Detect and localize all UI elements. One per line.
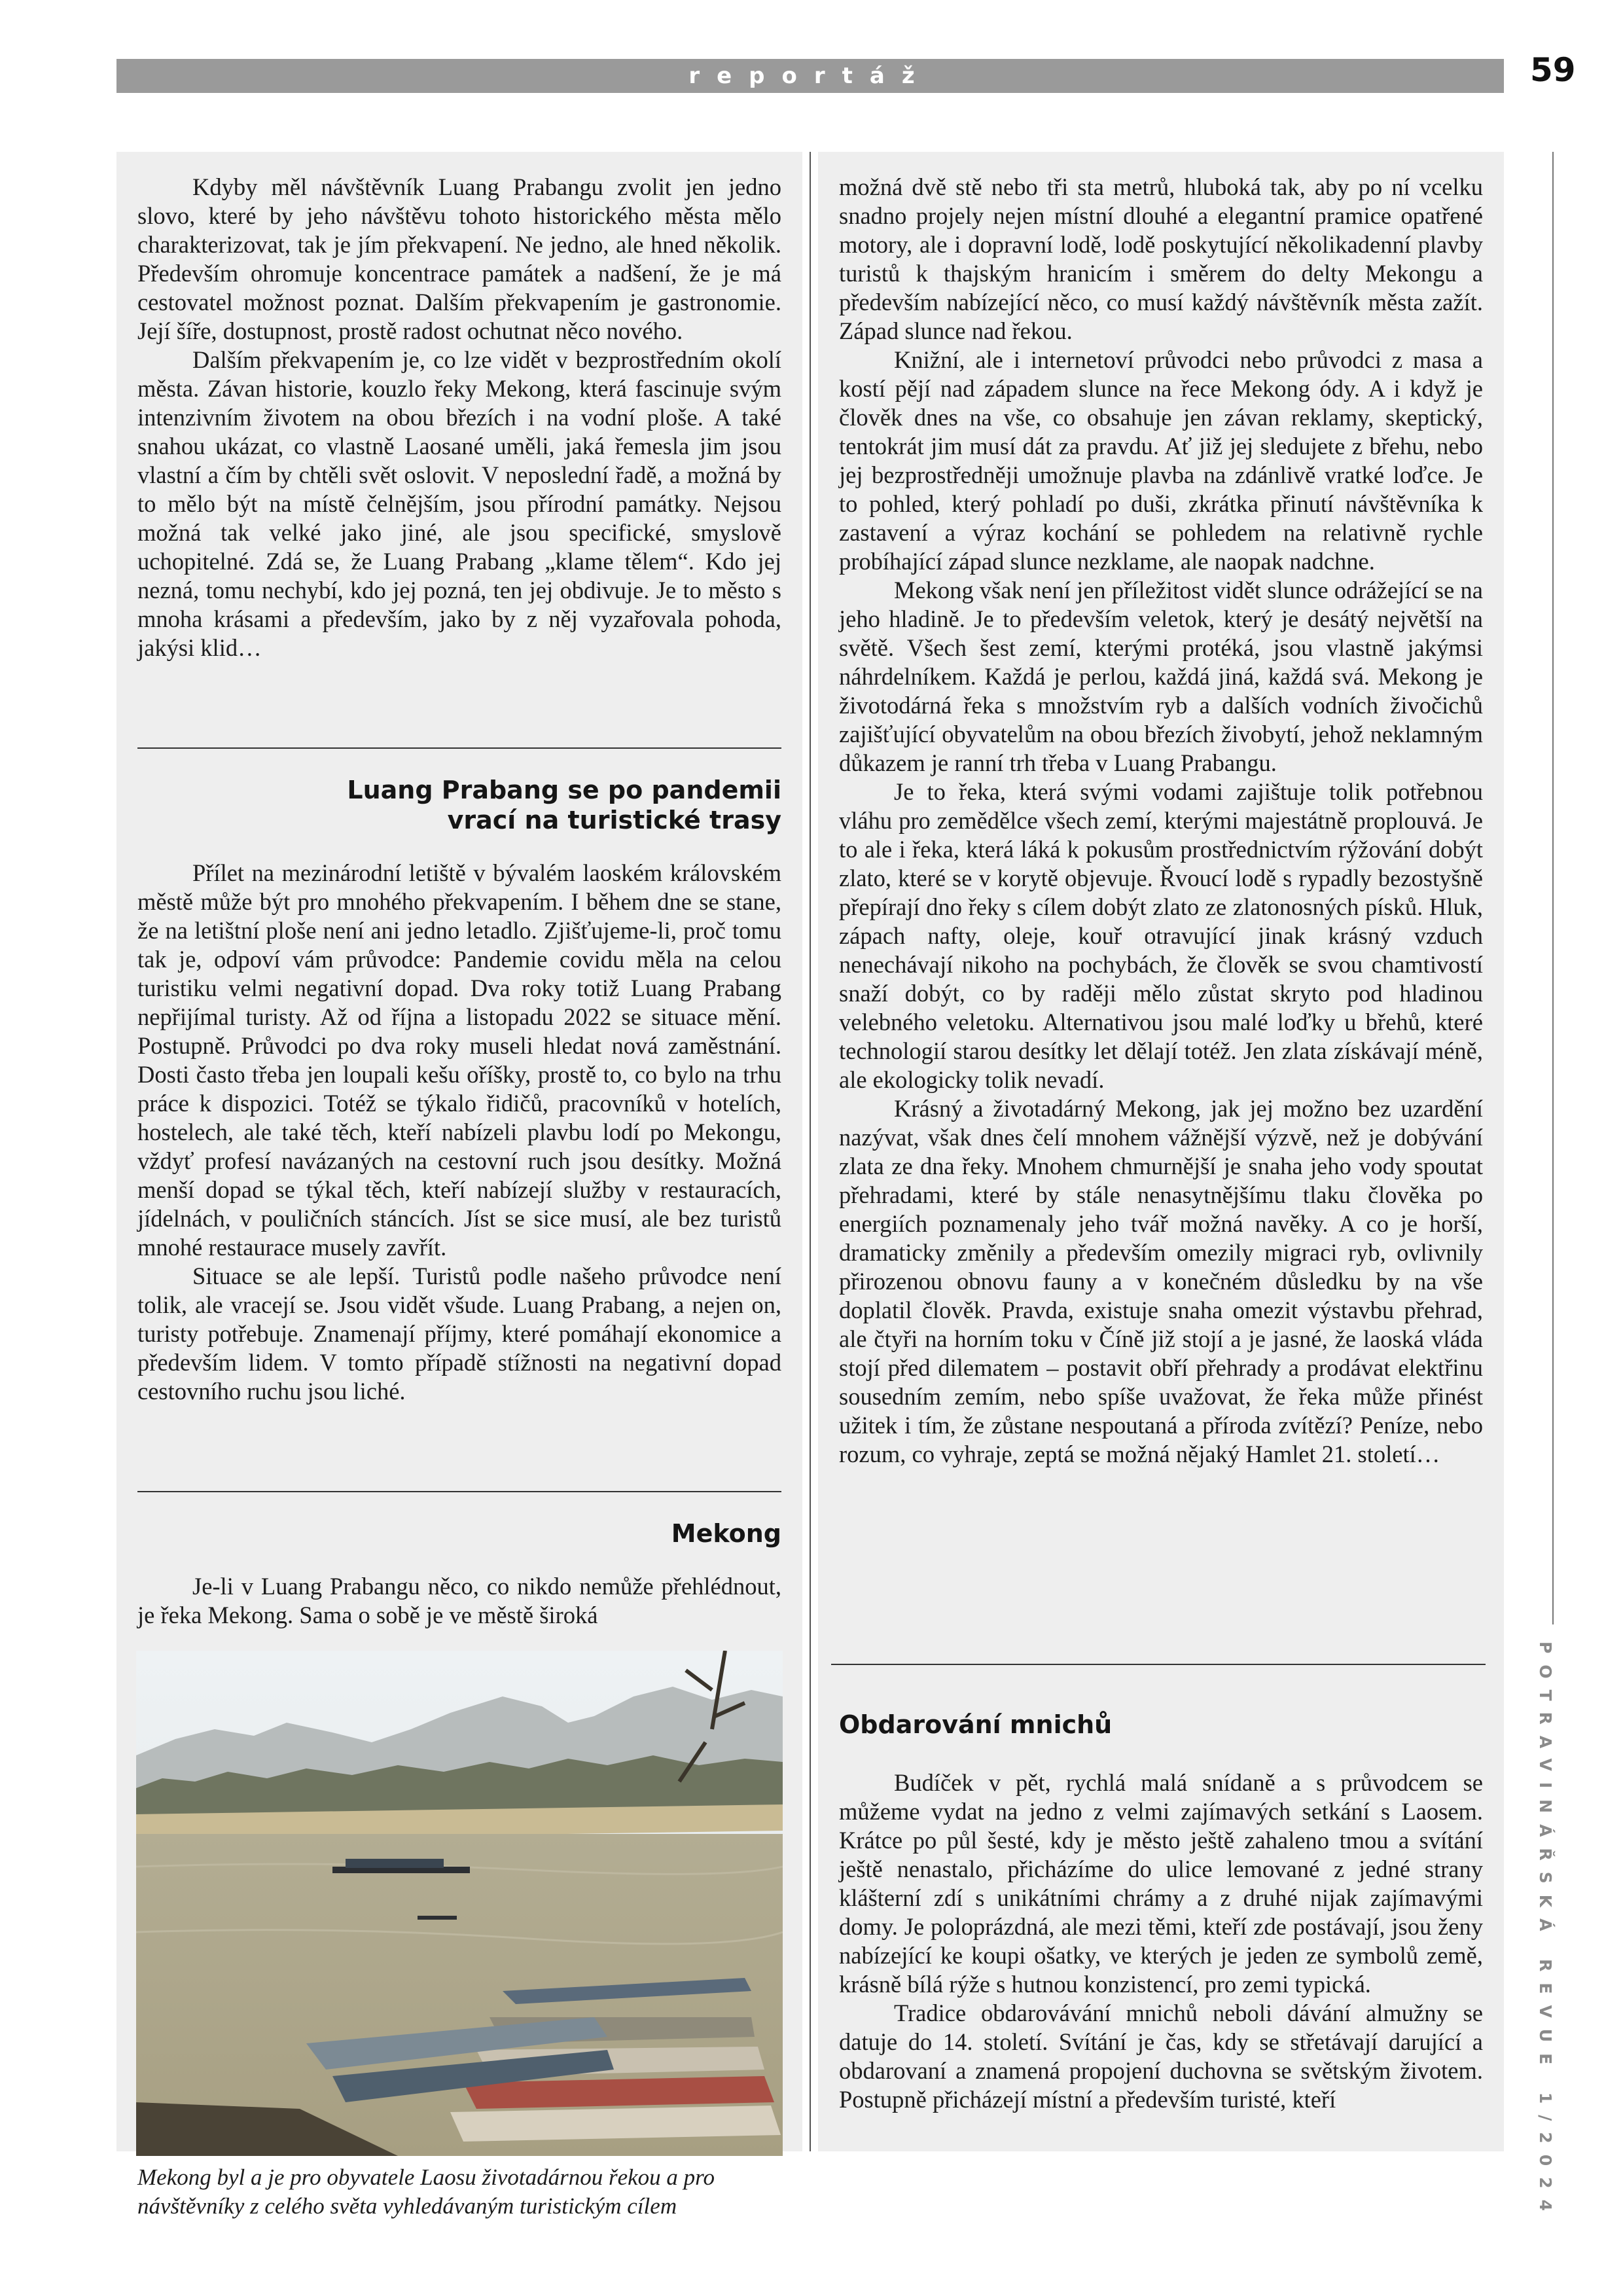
section-heading-mekong: Mekong [671, 1519, 781, 1548]
column-divider [810, 152, 811, 2151]
section-header-bar [116, 59, 1504, 93]
mekong-continued-text [839, 173, 1483, 1469]
heading-line: Luang Prabang se po pandemii [347, 776, 781, 804]
monks-text [839, 1768, 1483, 2114]
section-title: reportáž [688, 63, 932, 89]
left-column [116, 152, 802, 2219]
paragraph: Je-li v Luang Prabangu něco, co nikdo nemůže přehlédnout, je řeka Mekong. Sama o sobě je ve městě široká [137, 1573, 781, 1628]
page-number: 59 [1530, 51, 1576, 89]
right-column [818, 152, 1504, 2151]
paragraph: Situace se ale lepší. Turistů podle našeho průvodce není tolik, ale vracejí se. Jsou vidět všude. Luang Prabang, a nejen on, turisty potřebuje. Znamenají příjmy, které pomáhají ekonomice a především lidem. V tomto případě stížnosti na negativní dopad cestovního ruchu jsou liché. [137, 1263, 781, 1405]
section-heading-monks: Obdarování mnichů [839, 1710, 1113, 1739]
section-divider [137, 747, 781, 749]
photo-caption: Mekong byl a je pro obyvatele Laosu životadárnou řekou a pro návštěvníky z celého světa vyhledávaným turistickým cílem [137, 2164, 715, 2219]
section-divider [831, 1664, 1486, 1665]
paragraph: Přílet na mezinárodní letiště v bývalém laoském královském městě může být pro mnohého překvapením. I během dne se stane, že na letištní ploše není ani jedno letadlo. Zjišťujeme-li, proč tomu tak je, odpoví vám průvodce: Pandemie covidu měla na celou turistiku velmi negativní dopad. Dva roky totiž Luang Prabang nepřijímal turisty. Až od října a listopadu 2022 se situace mění. Postupně. Průvodci po dva roky museli hledat nová zaměstnání. Dosti často třeba jen loupali kešu oříšky, prostě to, co bylo na trhu práce k dispozici. Totéž se týkalo řidičů, pracovníků v hotelích, hostelech, ale také těch, kteří nabízeli plavbu lodí po Mekongu, vždyť profesí navázaných na cestovní ruch jsou desítky. Možná menší dopad se týkal těch, kteří nabízejí služby v restauracích, jídelnách, v pouličních stáncích. Jíst se sice musí, ale bez turistů mnohé restaurace musely zavřít. [137, 859, 781, 1261]
paragraph: Kdyby měl návštěvník Luang Prabangu zvolit jen jedno slovo, které by jeho návštěvu tohoto historického města mělo charakterizovat, tak je jím překvapení. Ne jedno, ale hned několik. Především ohromuje koncentrace památek a nadšení, že je má cestovatel možnost poznat. Dalším překvapením je gastronomie. Její šíře, dostupnost, prostě radost ochutnat něco nového. [137, 173, 781, 344]
section-divider [137, 1491, 781, 1492]
mekong-river-photo [136, 1651, 783, 2156]
paragraph: Dalším překvapením je, co lze vidět v bezprostředním okolí města. Závan historie, kouzlo řeky Mekong, která fascinuje svým intenzivním životem na obou březích i na vodní ploše. A také snahou ukázat, co vlastně Laosané uměli, jaká řemesla jim jsou vlastní a čím by chtěli svět oslovit. V neposlední řadě, a možná by to mělo být na místě čelnějším, jsou přírodní památky. Nejsou možná tak velké jako jiné, ale jsou specifické, smyslově uchopitelné. Zdá se, že Luang Prabang „klame tělem“. Kdo jej nezná, tomu nechybí, kdo jej pozná, ten jej obdivuje. Je to město s mnoha krásami a především, jako by z něj vyzařovala pohoda, jakýsi klid… [137, 346, 781, 661]
section-heading-pandemic [137, 775, 781, 835]
magazine-issue-label: POTRAVINÁŘSKÁ REVUE 1/2024 [1536, 1641, 1555, 2222]
paragraph: Budíček v pět, rychlá malá snídaně a s průvodcem se můžeme vydat na jedno z velmi zajímavých setkání s Laosem. Krátce po půl šesté, kdy je město ještě zahaleno tmou a svítání ještě nenastalo, přicházíme do ulice lemované z jedné strany klášterní zdí s unikátními chrámy a z druhé nijak zajímavými domy. Je poloprázdná, ale mezi těmi, kteří zde postávají, jsou ženy nabízející ke koupi ošatky, ve kterých je jeden ze symbolů země, krásně bílá rýže s hutnou konzistencí, pro zemi typická. [839, 1769, 1483, 1998]
paragraph: Tradice obdarovávání mnichů neboli dávání almužny se datuje do 14. století. Svítání je čas, kdy se střetávají darující a obdarovaní a znamená propojení duchovna se světským životem. Postupně přicházejí místní a především turisté, kteří [839, 2000, 1483, 2113]
paragraph: Knižní, ale i internetoví průvodci nebo průvodci z masa a kostí pějí nad západem slunce na řece Mekong ódy. A i když je člověk dnes na vše, co obsahuje jen závan reklamy, skeptický, tentokrát jim musí dát za pravdu. Ať již jej sledujete z břehu, nebo jej bezprostředněji umožnuje plavba na zdánlivě vratké loďce. Je to pohled, který pohladí po duši, zkrátka přinutí návštěvníka k zastavení a výraz kochání se pohledem na relativně rychle probíhající západ slunce nezklame, ale naopak nadchne. [839, 346, 1483, 575]
heading-line: vrací na turistické trasy [447, 806, 781, 834]
pandemic-text [137, 859, 781, 1406]
paragraph: Je to řeka, která svými vodami zajištuje tolik potřebnou vláhu pro zemědělce všech zemí, kterými majestátně proplouvá. Je to ale i řeka, která láká k pokusům prostřednictvím rýžování dobýt zlato, které se v korytě objevuje. Řvoucí lodě s rypadly bezostyšně přepírají dno řeky s cílem dobýt zlato ze zlatonosných písků. Hluk, zápach nafty, oleje, kouř otravující jinak krásný vzduch nenechávají nikoho na pochybách, že člověk se svou chamtivostí snaží dobýt, co by raději mělo zůstat skryto pod hladinou velebného veletoku. Alternativou jsou malé loďky u břehů, které technologií starou desítky let dělají totéž. Jen zlata získávají méně, ale ekologicky tolik nevadí. [839, 778, 1483, 1093]
paragraph: možná dvě stě nebo tři sta metrů, hluboká tak, aby po ní vcelku snadno projely nejen místní dlouhé a elegantní pramice opatřené motory, ale i dopravní lodě, lodě poskytující několikadenní plavby turistů k thajským hranicím i směrem do delty Mekongu a především nabízející něco, co musí každý návštěvník města zažít. Západ slunce nad řekou. [839, 173, 1483, 344]
magazine-side-banner [1536, 1641, 1568, 2222]
side-rule [1552, 152, 1554, 1624]
mekong-text [137, 1572, 781, 1630]
intro-text [137, 173, 781, 662]
paragraph: Krásný a životadárný Mekong, jak jej možno bez uzardění nazývat, však dnes čelí mnohem vážnější výzvě, než je dobývání zlata ze dna řeky. Mnohem chmurnější je snaha jeho vody spoutat přehradami, které by stále nenasytnějšímu tlaku člověka po energiích poznamenaly jeho tvář možná navěky. A co je horší, dramaticky změnily a především omezily migraci ryb, ovlivnily přirozenou obnovu fauny a v konečném důsledku by na vše doplatil člověk. Pravda, existuje snaha omezit výstavbu přehrad, ale čtyři na horním toku v Číně již stojí a je jasné, že laoská vláda stojí před dilematem – postavit obří přehrady a prodávat elektřinu sousedním zemím, nebo spíše uvažovat, že řeka může přinést užitek i tím, že zůstane nespoutaná a příroda zvítězí? Peníze, nebo rozum, co vyhraje, zeptá se možná nějaký Hamlet 21. století… [839, 1095, 1483, 1467]
paragraph: Mekong však není jen příležitost vidět slunce odrážející se na jeho hladině. Je to především veletok, který je desátý největší na světě. Všech šest zemí, kterými protéká, jsou vlastně jakýmsi náhrdelníkem. Každá je perlou, každá jiná, každá svá. Mekong je životodárná řeka s množstvím ryb a dalších vodních živočichů zajišťující obyvatelům na obou březích živobytí, jehož neklamným důkazem je ranní trh třeba v Luang Prabangu. [839, 577, 1483, 776]
